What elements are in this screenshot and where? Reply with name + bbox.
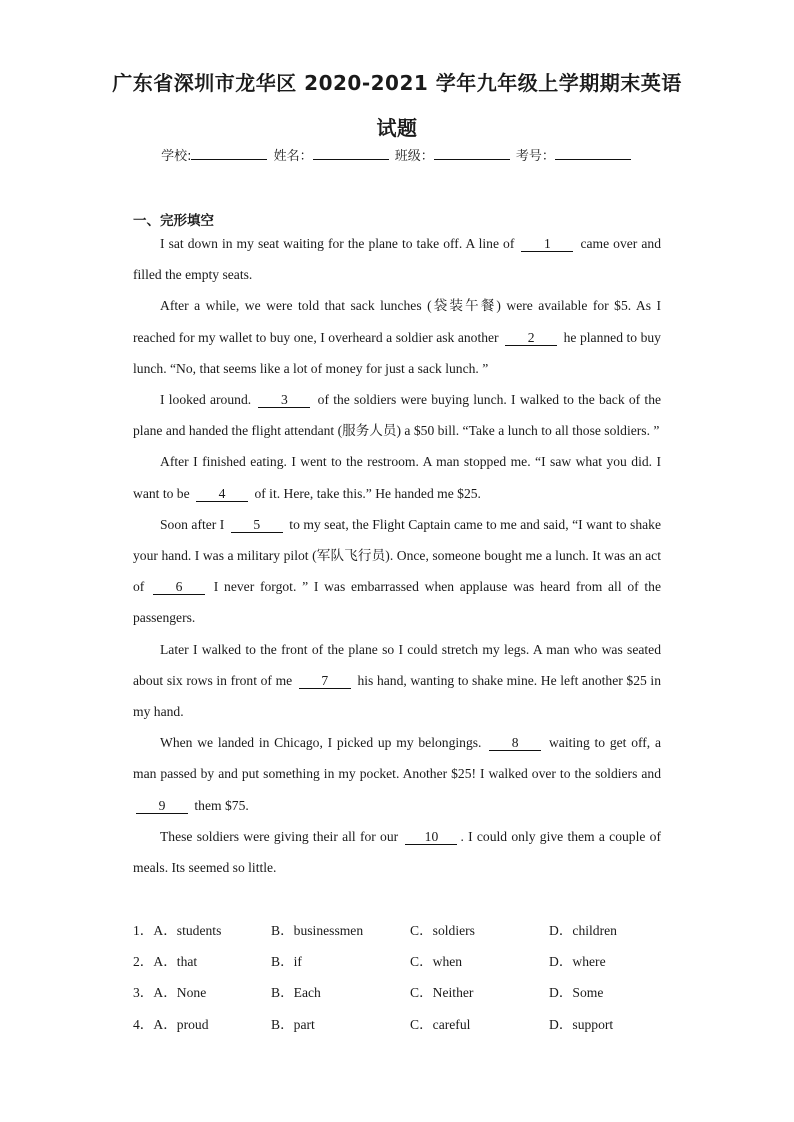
question-options [133,913,693,1038]
question-3 [133,975,693,1006]
option-c[interactable]: C．Neither [410,985,474,1001]
blank-6[interactable]: 6 [153,579,205,595]
student-info-row [0,145,794,164]
blank-9[interactable]: 9 [136,798,188,814]
paragraph-7: When we landed in Chicago, I picked up my belongings. 8 waiting to get off, a man passed by and put something in my pocket. Another $25! I walked over to the soldiers and 9 them $75. [133,735,661,813]
blank-4[interactable]: 4 [196,486,248,502]
school-field[interactable] [191,147,267,160]
school-label: 学校: [161,149,192,164]
option-c[interactable]: C．careful [410,1016,471,1032]
name-field[interactable] [313,147,389,160]
option-a[interactable]: A．that [153,954,198,970]
option-b[interactable]: B．if [271,954,302,970]
paragraph-4: After I finished eating. I went to the restroom. A man stopped me. “I saw what you did. I want to be 4 of it. Here, take this.” He handed me $25. [133,454,661,501]
cloze-passage [133,228,661,883]
paragraph-2: After a while, we were told that sack lunches (袋装午餐) were available for $5. As I reached for my wallet to buy one, I overheard a soldier ask another 2 he planned to buy lunch. “No, that seems like a lot of money for just a sack lunch. ” [133,298,661,376]
question-number: 2． [133,954,154,970]
question-number: 4． [133,1016,154,1032]
option-a[interactable]: A．proud [153,1016,209,1032]
paragraph-1: I sat down in my seat waiting for the plane to take off. A line of 1 came over and filled the empty seats. [133,236,661,283]
option-b[interactable]: B．Each [271,985,321,1001]
question-1 [133,913,693,944]
option-b[interactable]: B．part [271,1016,315,1032]
blank-7[interactable]: 7 [299,673,351,689]
option-a[interactable]: A．None [153,985,207,1001]
blank-2[interactable]: 2 [505,330,557,346]
option-c[interactable]: C．when [410,954,463,970]
question-number: 3． [133,985,154,1001]
page-title-line2: 试题 [376,116,418,140]
question-4 [133,1007,693,1038]
class-field[interactable] [434,147,510,160]
question-number: 1． [133,923,154,938]
option-d[interactable]: D．children [549,923,617,938]
option-b[interactable]: B．businessmen [271,923,364,938]
option-d[interactable]: D．Some [549,985,604,1001]
blank-8[interactable]: 8 [489,735,541,751]
section-heading: 一、完形填空 [133,213,214,229]
paragraph-6: Later I walked to the front of the plane so I could stretch my legs. A man who was seated about six rows in front of me 7 his hand, wanting to shake mine. He left another $25 in my hand. [133,641,662,720]
class-label: 班级： [394,149,434,164]
blank-3[interactable]: 3 [258,392,310,408]
option-d[interactable]: D．support [549,1016,614,1032]
blank-1[interactable]: 1 [521,236,573,252]
exam-number-label: 考号： [515,149,555,164]
question-2 [133,944,693,975]
page-title-line1: 广东省深圳市龙华区 2020-2021 学年九年级上学期期末英语 [112,71,682,95]
option-c[interactable]: C．soldiers [410,923,475,938]
exam-number-field[interactable] [555,147,631,160]
blank-5[interactable]: 5 [231,517,283,533]
name-label: 姓名： [273,149,313,164]
paragraph-5: Soon after I 5 to my seat, the Flight Captain came to me and said, “I want to shake your hand. I was a military pilot (军队飞行员). Once, someone bought me a lunch. It was an act of 6 I never forgot. ” I was embarrassed when applause was heard from all of the passengers. [133,516,662,626]
option-d[interactable]: D．where [549,954,606,970]
paragraph-8: These soldiers were giving their all for our 10 . I could only give them a couple of meals. Its seemed so little. [133,828,661,876]
paragraph-3: I looked around. 3 of the soldiers were buying lunch. I walked to the back of the plane and handed the flight attendant (服务人员) a $50 bill. “Take a lunch to all those soldiers. ” [133,392,662,439]
blank-10[interactable]: 10 [405,829,457,845]
option-a[interactable]: A．students [153,923,222,938]
